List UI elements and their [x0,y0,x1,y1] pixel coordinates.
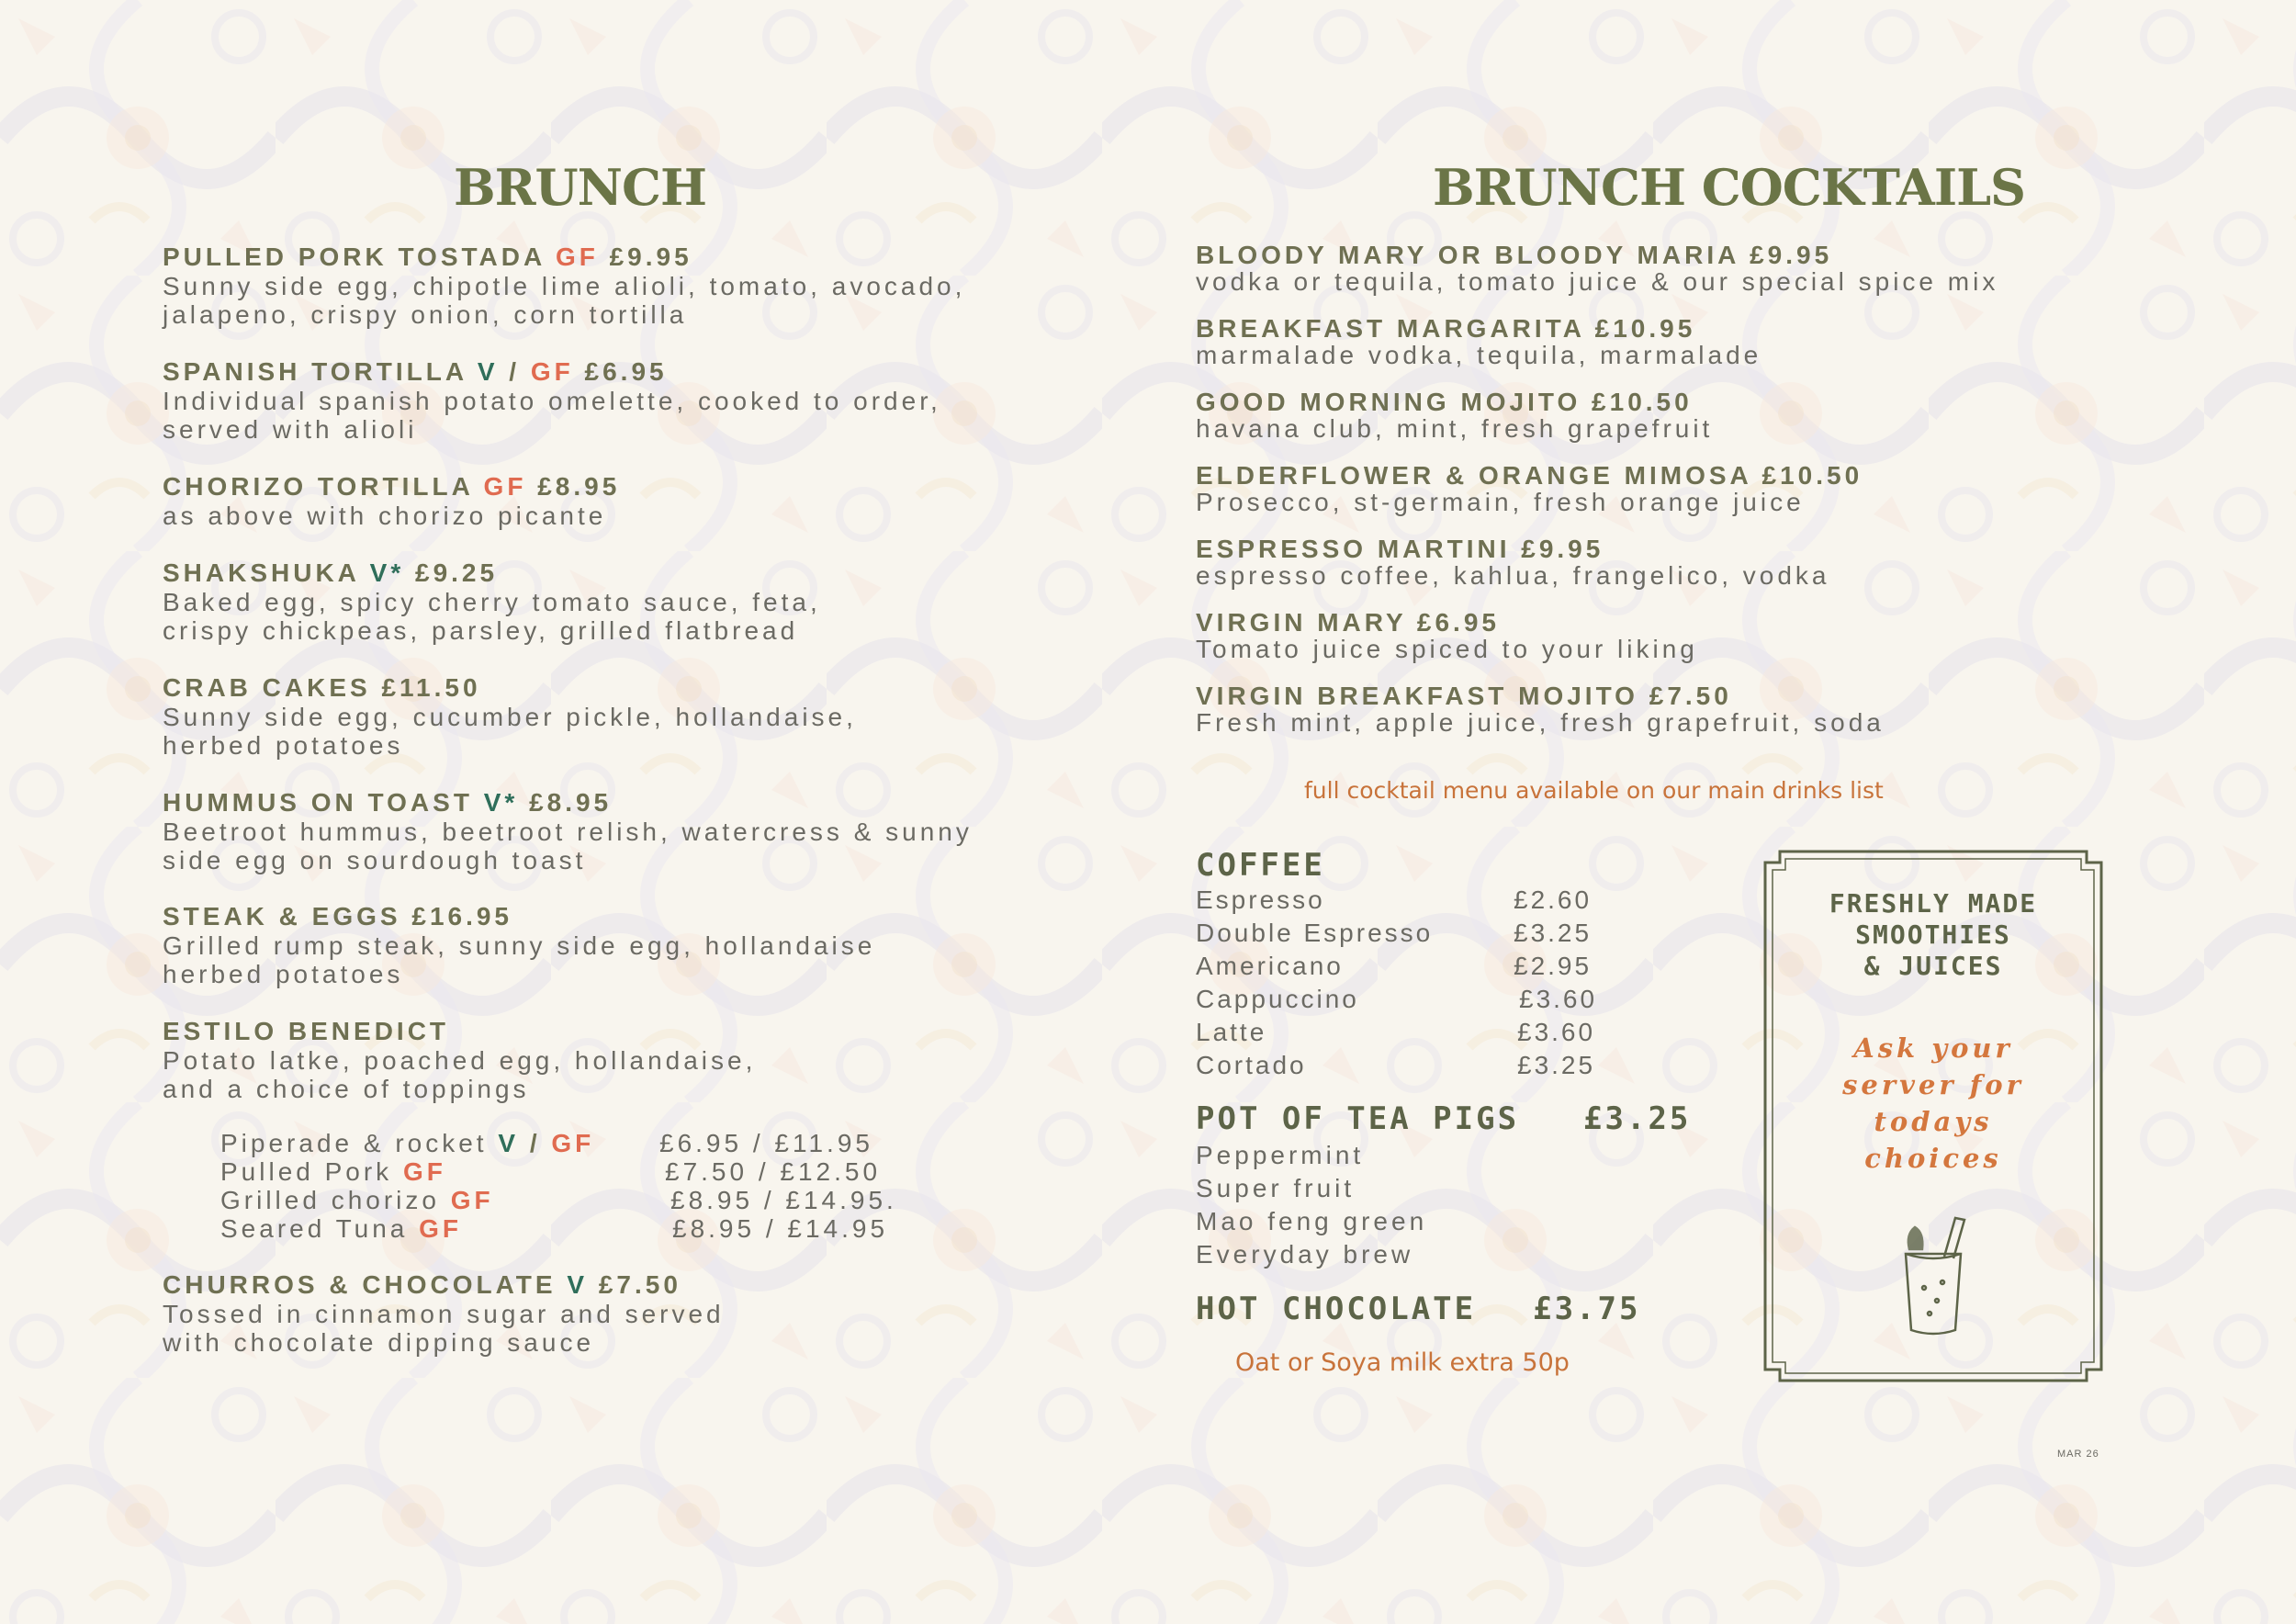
brunch-item-price: £6.95 [584,357,668,386]
smoothies-title-line: FRESHLY MADE [1829,888,2038,919]
gf-tag: GF [402,1157,446,1186]
coffee-price: £3.25 [1514,919,1593,947]
cocktail-item [1196,315,2068,368]
tea-item: Peppermint [1196,1141,1365,1169]
topping-label: Grilled chorizo [220,1186,440,1214]
coffee-row [1196,952,1618,983]
brunch-item-name [163,1017,1044,1046]
brunch-item-name [163,357,1044,387]
churros-item [163,1270,1044,1357]
coffee-name: Cappuccino [1196,985,1359,1013]
brunch-item-price: £9.95 [609,242,692,271]
tea-heading [1196,1100,1691,1137]
topping-name [220,1214,462,1244]
brunch-item-description: Sunny side egg, cucumber pickle, hollandaise, herbed potatoes [163,703,857,760]
brunch-item-title: STEAK & EGGS £16.95 [163,902,513,930]
brunch-item-description: Baked egg, spicy cherry tomato sauce, feta, crispy chickpeas, parsley, grilled flatbread [163,588,821,645]
smoothies-box [1756,850,2110,1382]
brunch-item-name [163,558,1044,588]
brunch-item-description: Potato latke, poached egg, hollandaise, and a choice of toppings [163,1046,757,1103]
brunch-title: BRUNCH [454,158,706,217]
cocktail-name: ELDERFLOWER & ORANGE MIMOSA £10.50 [1196,461,1863,490]
brunch-item-name [163,788,1044,818]
topping-row [220,1186,918,1214]
brunch-item-name [163,242,1044,272]
coffee-price: £2.60 [1514,885,1593,914]
cocktail-name: BREAKFAST MARGARITA £10.95 [1196,314,1696,343]
smoothies-script-line: Ask your [1853,1032,2013,1064]
coffee-name: Double Espresso [1196,919,1434,947]
tea-item: Mao feng green [1196,1207,1428,1235]
v-tag: V [498,1129,520,1157]
cocktail-name: VIRGIN BREAKFAST MOJITO £7.50 [1196,682,1732,710]
cocktail-description: Prosecco, st-germain, fresh orange juice [1196,488,1805,516]
brunch-item-description: Beetroot hummus, beetroot relish, watercress & sunny side egg on sourdough toast [163,818,973,874]
cocktail-item [1196,609,2068,662]
topping-row [220,1129,918,1157]
gf-tag: GF [419,1214,463,1243]
cocktail-item [1196,536,2068,589]
brunch-item-name [163,902,1044,931]
churros-title: CHURROS & CHOCOLATE [163,1270,557,1299]
coffee-price: £2.95 [1514,952,1593,980]
cocktails-title: BRUNCH COCKTAILS [1433,158,2026,217]
coffee-price: £3.60 [1517,1018,1596,1046]
cocktail-description: marmalade vodka, tequila, marmalade [1196,341,1762,369]
churros-description: Tossed in cinnamon sugar and served with chocolate dipping sauce [163,1300,725,1357]
coffee-price: £3.25 [1517,1051,1596,1079]
smoothie-glass-icon [1896,1212,1970,1341]
topping-label: Piperade & rocket [220,1129,488,1157]
smoothies-script-line: choices [1864,1143,2002,1174]
cocktail-item [1196,242,2068,295]
gf-tag: GF [530,357,574,386]
coffee-name: Americano [1196,952,1344,980]
coffee-name: Espresso [1196,885,1325,914]
gf-tag: GF [450,1186,494,1214]
topping-name [220,1157,446,1187]
coffee-row [1196,1051,1618,1082]
coffee-price: £3.60 [1519,985,1598,1013]
coffee-name: Cortado [1196,1051,1307,1079]
brunch-item-title: CRAB CAKES £11.50 [163,673,481,702]
tag-separator: / [509,357,521,386]
brunch-item [163,357,1044,444]
gf-tag: GF [483,472,527,501]
topping-name [220,1186,494,1215]
hot-chocolate-title: HOT CHOCOLATE [1196,1291,1477,1327]
hot-chocolate-heading [1196,1291,1640,1327]
brunch-item [163,1017,1044,1103]
brunch-item-description: Sunny side egg, chipotle lime alioli, tomato, avocado, jalapeno, crispy onion, corn tortilla [163,272,966,329]
topping-price: £8.95 / £14.95. [670,1186,897,1214]
tea-item: Super fruit [1196,1174,1356,1202]
topping-row [220,1157,918,1186]
topping-price: £7.50 / £12.50 [665,1157,882,1186]
brunch-item [163,558,1044,645]
brunch-item-title: SHAKSHUKA [163,558,359,587]
topping-row [220,1214,918,1243]
brunch-item-description: as above with chorizo picante [163,502,607,530]
churros-price: £7.50 [598,1270,681,1299]
v-tag: V* [483,788,519,817]
topping-price: £8.95 / £14.95 [672,1214,889,1243]
cocktail-description: espresso coffee, kahlua, frangelico, vodka [1196,561,1830,590]
cocktail-name: VIRGIN MARY £6.95 [1196,608,1500,637]
gf-tag: GF [555,242,599,271]
coffee-name: Latte [1196,1018,1267,1046]
brunch-item [163,902,1044,988]
topping-label: Pulled Pork [220,1157,393,1186]
tea-price: £3.25 [1583,1100,1692,1137]
brunch-item [163,472,1044,530]
v-tag: V [567,1270,589,1299]
brunch-item [163,673,1044,760]
v-tag: V* [369,558,405,587]
coffee-row [1196,985,1618,1016]
tag-separator: / [529,1129,541,1157]
topping-name [220,1129,594,1158]
topping-label: Seared Tuna [220,1214,409,1243]
brunch-item-title: CHORIZO TORTILLA [163,472,473,501]
smoothies-script-line: server for [1842,1069,2024,1100]
brunch-item-price: £8.95 [529,788,613,817]
tea-item: Everyday brew [1196,1240,1414,1269]
brunch-item-title: PULLED PORK TOSTADA [163,242,546,271]
smoothies-title-line: & JUICES [1863,951,2003,981]
cocktail-item [1196,389,2068,442]
smoothies-title-line: SMOOTHIES [1855,919,2011,950]
brunch-item [163,788,1044,874]
brunch-item-description: Individual spanish potato omelette, cooked to order, served with alioli [163,387,941,444]
coffee-heading: COFFEE [1196,847,1325,884]
brunch-item-title: HUMMUS ON TOAST [163,788,473,817]
brunch-item-title: ESTILO BENEDICT [163,1017,450,1045]
brunch-item-title: SPANISH TORTILLA [163,357,467,386]
brunch-item-name [163,472,1044,502]
cocktail-item [1196,682,2068,736]
cocktail-description: vodka or tequila, tomato juice & our special spice mix [1196,267,1999,296]
cocktail-description: Fresh mint, apple juice, fresh grapefruit, soda [1196,708,1885,737]
menu-date-code: MAR 26 [2057,1449,2099,1460]
coffee-row [1196,885,1618,917]
v-tag: V [477,357,499,386]
cocktail-name: ESPRESSO MARTINI £9.95 [1196,535,1604,563]
brunch-item-price: £9.25 [415,558,499,587]
gf-tag: GF [551,1129,595,1157]
cocktail-item [1196,462,2068,515]
tea-title: POT OF TEA PIGS [1196,1100,1520,1137]
churros-name [163,1270,1044,1300]
coffee-row [1196,919,1618,950]
hot-chocolate-price: £3.75 [1533,1291,1641,1327]
cocktail-description: Tomato juice spiced to your liking [1196,635,1698,663]
brunch-item-description: Grilled rump steak, sunny side egg, hollandaise herbed potatoes [163,931,876,988]
milk-note: Oat or Soya milk extra 50p [1235,1348,1570,1377]
brunch-item-price: £8.95 [537,472,621,501]
brunch-item-name [163,673,1044,703]
coffee-row [1196,1018,1618,1049]
cocktail-menu-note: full cocktail menu available on our main drinks list [1304,777,1884,804]
topping-price: £6.95 / £11.95 [659,1129,873,1157]
cocktail-description: havana club, mint, fresh grapefruit [1196,414,1714,443]
smoothies-script-line: todays [1874,1106,1993,1137]
brunch-item [163,242,1044,329]
cocktail-name: GOOD MORNING MOJITO £10.50 [1196,388,1693,416]
cocktail-name: BLOODY MARY OR BLOODY MARIA £9.95 [1196,241,1833,269]
